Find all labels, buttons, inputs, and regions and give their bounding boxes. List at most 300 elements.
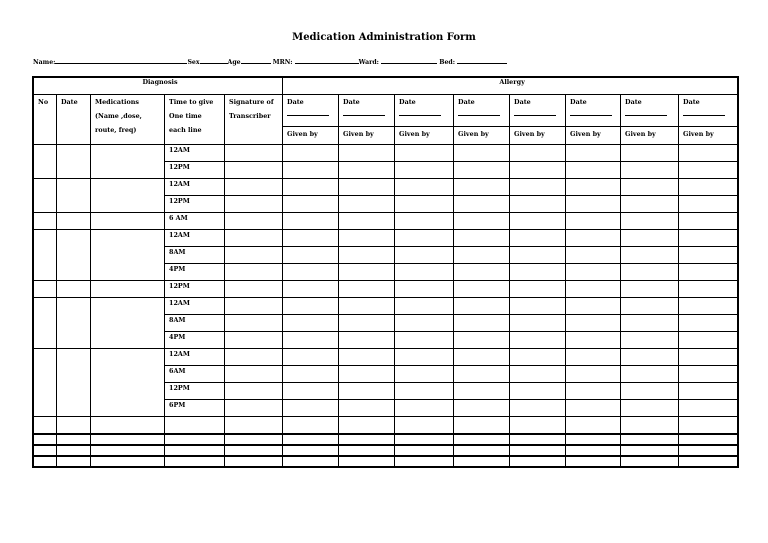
given-by-cell[interactable]: Given by	[339, 127, 395, 145]
administration-cell[interactable]	[283, 400, 339, 417]
administration-cell[interactable]	[395, 383, 454, 400]
administration-cell[interactable]	[566, 383, 621, 400]
administration-cell[interactable]	[621, 145, 679, 162]
blank-cell[interactable]	[283, 417, 339, 435]
allergy-label: Allergy	[499, 78, 525, 86]
date-blank	[458, 115, 500, 116]
administration-cell[interactable]	[566, 281, 621, 298]
administration-cell[interactable]	[621, 179, 679, 196]
administration-cell[interactable]	[283, 213, 339, 230]
blank-cell[interactable]	[225, 434, 283, 445]
col-no: No	[34, 95, 57, 145]
date-cell[interactable]	[57, 145, 91, 179]
administration-cell[interactable]	[283, 196, 339, 213]
signature-cell[interactable]	[225, 383, 283, 400]
administration-cell[interactable]	[621, 247, 679, 264]
given-by-cell[interactable]: Given by	[679, 127, 738, 145]
date-cell[interactable]	[57, 230, 91, 281]
no-cell[interactable]	[34, 145, 57, 179]
col-date: Date	[57, 95, 91, 145]
administration-cell[interactable]	[395, 298, 454, 315]
administration-cell[interactable]	[339, 162, 395, 179]
mrn-label: MRN:	[272, 59, 293, 66]
signature-cell[interactable]	[225, 264, 283, 281]
col-med-line-3: route, freq)	[95, 126, 137, 134]
blank-cell[interactable]	[679, 417, 738, 435]
administration-cell[interactable]	[510, 213, 566, 230]
administration-cell[interactable]	[566, 298, 621, 315]
no-cell[interactable]	[34, 179, 57, 213]
administration-cell[interactable]	[566, 366, 621, 383]
date-label: Date	[570, 98, 587, 106]
blank-cell[interactable]	[454, 417, 510, 435]
age-field[interactable]	[241, 57, 271, 64]
blank-cell[interactable]	[34, 445, 57, 456]
blank-cell[interactable]	[621, 445, 679, 456]
date-cell[interactable]	[57, 179, 91, 213]
signature-cell[interactable]	[225, 366, 283, 383]
blank-cell[interactable]	[510, 417, 566, 435]
medication-cell[interactable]	[91, 230, 165, 281]
administration-cell[interactable]	[510, 247, 566, 264]
administration-cell[interactable]	[339, 264, 395, 281]
blank-cell[interactable]	[91, 434, 165, 445]
given-by-cell[interactable]: Given by	[621, 127, 679, 145]
no-cell[interactable]	[34, 213, 57, 230]
blank-cell[interactable]	[57, 417, 91, 435]
date-cell[interactable]	[57, 213, 91, 230]
date-cell-4[interactable]	[454, 95, 510, 127]
blank-cell[interactable]	[679, 456, 738, 467]
blank-cell[interactable]	[91, 417, 165, 435]
date-blank	[287, 115, 329, 116]
administration-cell[interactable]	[395, 162, 454, 179]
administration-cell[interactable]	[679, 332, 738, 349]
administration-cell[interactable]	[566, 315, 621, 332]
signature-cell[interactable]	[225, 230, 283, 247]
name-label: Name:	[33, 59, 56, 66]
time-cell: 12AM	[165, 349, 225, 366]
administration-cell[interactable]	[510, 281, 566, 298]
administration-cell[interactable]	[395, 196, 454, 213]
administration-cell[interactable]	[339, 332, 395, 349]
blank-cell[interactable]	[395, 456, 454, 467]
time-cell: 12AM	[165, 298, 225, 315]
administration-cell[interactable]	[566, 349, 621, 366]
administration-cell[interactable]	[510, 298, 566, 315]
signature-cell[interactable]	[225, 162, 283, 179]
date-label: Date	[399, 98, 416, 106]
administration-cell[interactable]	[510, 196, 566, 213]
blank-cell[interactable]	[57, 434, 91, 445]
blank-cell[interactable]	[165, 434, 225, 445]
signature-cell[interactable]	[225, 179, 283, 196]
administration-cell[interactable]	[510, 179, 566, 196]
administration-cell[interactable]	[454, 196, 510, 213]
patient-header	[33, 57, 507, 66]
administration-cell[interactable]	[621, 400, 679, 417]
blank-row	[34, 456, 738, 467]
date-cell-6[interactable]	[566, 95, 621, 127]
administration-cell[interactable]	[454, 332, 510, 349]
time-cell: 12AM	[165, 145, 225, 162]
time-cell: 12AM	[165, 179, 225, 196]
blank-cell[interactable]	[34, 417, 57, 435]
administration-cell[interactable]	[510, 145, 566, 162]
medication-cell[interactable]	[91, 298, 165, 349]
no-cell[interactable]	[34, 349, 57, 417]
col-time-line-3: each line	[169, 126, 202, 134]
administration-cell[interactable]	[283, 349, 339, 366]
date-cell[interactable]	[57, 281, 91, 298]
blank-cell[interactable]	[510, 445, 566, 456]
medication-cell[interactable]	[91, 349, 165, 417]
administration-cell[interactable]	[566, 332, 621, 349]
administration-cell[interactable]	[510, 230, 566, 247]
date-cell-5[interactable]	[510, 95, 566, 127]
blank-cell[interactable]	[34, 434, 57, 445]
administration-cell[interactable]	[679, 230, 738, 247]
medication-rows	[34, 145, 738, 467]
date-cell[interactable]	[57, 298, 91, 349]
blank-cell[interactable]	[395, 434, 454, 445]
administration-cell[interactable]	[679, 264, 738, 281]
col-sig-line-1: Signature of	[229, 98, 274, 106]
administration-cell[interactable]	[339, 179, 395, 196]
given-by-cell[interactable]: Given by	[395, 127, 454, 145]
blank-cell[interactable]	[454, 445, 510, 456]
signature-cell[interactable]	[225, 281, 283, 298]
blank-cell[interactable]	[510, 434, 566, 445]
administration-cell[interactable]	[679, 213, 738, 230]
ward-label: Ward:	[358, 59, 379, 66]
administration-cell[interactable]	[679, 145, 738, 162]
administration-cell[interactable]	[283, 230, 339, 247]
administration-cell[interactable]	[339, 298, 395, 315]
date-cell-2[interactable]	[339, 95, 395, 127]
blank-cell[interactable]	[339, 417, 395, 435]
col-time-line-1: Time to give	[169, 98, 214, 106]
blank-cell[interactable]	[283, 456, 339, 467]
administration-cell[interactable]	[679, 349, 738, 366]
administration-cell[interactable]	[454, 366, 510, 383]
administration-cell[interactable]	[339, 196, 395, 213]
administration-cell[interactable]	[621, 298, 679, 315]
diagnosis-label: Diagnosis	[142, 78, 178, 86]
blank-cell[interactable]	[91, 445, 165, 456]
administration-cell[interactable]	[566, 264, 621, 281]
administration-cell[interactable]	[395, 400, 454, 417]
table-row	[34, 145, 738, 162]
blank-cell[interactable]	[283, 445, 339, 456]
blank-cell[interactable]	[34, 456, 57, 467]
blank-row	[34, 417, 738, 435]
administration-cell[interactable]	[339, 281, 395, 298]
administration-cell[interactable]	[510, 383, 566, 400]
administration-cell[interactable]	[621, 349, 679, 366]
signature-cell[interactable]	[225, 145, 283, 162]
blank-cell[interactable]	[566, 434, 621, 445]
col-time-line-2: One time	[169, 112, 202, 120]
sex-field[interactable]	[200, 57, 228, 64]
signature-cell[interactable]	[225, 298, 283, 315]
administration-cell[interactable]	[510, 264, 566, 281]
signature-cell[interactable]	[225, 196, 283, 213]
administration-cell[interactable]	[510, 400, 566, 417]
table-row	[34, 213, 738, 230]
date-blank	[343, 115, 385, 116]
administration-cell[interactable]	[395, 349, 454, 366]
diagnosis-cell[interactable]	[34, 78, 283, 95]
administration-cell[interactable]	[454, 247, 510, 264]
administration-cell[interactable]	[454, 349, 510, 366]
administration-cell[interactable]	[395, 332, 454, 349]
administration-cell[interactable]	[283, 247, 339, 264]
time-cell: 12AM	[165, 230, 225, 247]
blank-cell[interactable]	[225, 445, 283, 456]
time-cell: 6 AM	[165, 213, 225, 230]
sex-label: Sex	[187, 59, 200, 66]
col-med-line-2: (Name ,dose,	[95, 112, 142, 120]
administration-cell[interactable]	[679, 162, 738, 179]
mrn-field[interactable]	[295, 57, 359, 64]
blank-cell[interactable]	[395, 417, 454, 435]
signature-cell[interactable]	[225, 332, 283, 349]
date-cell-3[interactable]	[395, 95, 454, 127]
blank-cell[interactable]	[57, 445, 91, 456]
signature-cell[interactable]	[225, 315, 283, 332]
form-title: Medication Administration Form	[292, 32, 476, 43]
date-blank	[514, 115, 556, 116]
time-cell: 12PM	[165, 162, 225, 179]
no-cell[interactable]	[34, 230, 57, 281]
signature-cell[interactable]	[225, 400, 283, 417]
blank-cell[interactable]	[510, 456, 566, 467]
table-row	[34, 298, 738, 315]
date-cell-1[interactable]	[283, 95, 339, 127]
administration-cell[interactable]	[283, 281, 339, 298]
administration-cell[interactable]	[679, 315, 738, 332]
administration-cell[interactable]	[395, 230, 454, 247]
administration-cell[interactable]	[679, 366, 738, 383]
administration-cell[interactable]	[566, 145, 621, 162]
date-blank	[625, 115, 667, 116]
administration-cell[interactable]	[454, 230, 510, 247]
administration-cell[interactable]	[339, 349, 395, 366]
col-medications	[91, 95, 165, 145]
administration-cell[interactable]	[566, 162, 621, 179]
date-label: Date	[514, 98, 531, 106]
ward-field[interactable]	[381, 57, 437, 64]
administration-cell[interactable]	[510, 315, 566, 332]
administration-cell[interactable]	[395, 145, 454, 162]
administration-cell[interactable]	[454, 162, 510, 179]
date-cell[interactable]	[57, 349, 91, 417]
no-cell[interactable]	[34, 281, 57, 298]
administration-cell[interactable]	[621, 264, 679, 281]
administration-cell[interactable]	[621, 196, 679, 213]
administration-cell[interactable]	[510, 162, 566, 179]
date-label: Date	[343, 98, 360, 106]
administration-cell[interactable]	[679, 179, 738, 196]
date-blank	[683, 115, 725, 116]
blank-cell[interactable]	[395, 445, 454, 456]
date-cell-8[interactable]	[679, 95, 738, 127]
blank-cell[interactable]	[339, 434, 395, 445]
administration-cell[interactable]	[395, 247, 454, 264]
administration-cell[interactable]	[283, 383, 339, 400]
administration-cell[interactable]	[454, 298, 510, 315]
name-field[interactable]	[55, 57, 187, 64]
blank-cell[interactable]	[621, 456, 679, 467]
administration-cell[interactable]	[454, 264, 510, 281]
administration-cell[interactable]	[283, 179, 339, 196]
administration-cell[interactable]	[679, 247, 738, 264]
blank-cell[interactable]	[454, 434, 510, 445]
blank-cell[interactable]	[679, 434, 738, 445]
col-med-line-1: Medications	[95, 98, 139, 106]
administration-cell[interactable]	[566, 400, 621, 417]
administration-cell[interactable]	[454, 179, 510, 196]
signature-cell[interactable]	[225, 349, 283, 366]
blank-cell[interactable]	[165, 445, 225, 456]
blank-cell[interactable]	[339, 456, 395, 467]
blank-cell[interactable]	[621, 434, 679, 445]
blank-cell[interactable]	[165, 417, 225, 435]
given-by-cell[interactable]: Given by	[510, 127, 566, 145]
administration-cell[interactable]	[339, 400, 395, 417]
signature-cell[interactable]	[225, 247, 283, 264]
blank-cell[interactable]	[566, 456, 621, 467]
given-by-cell[interactable]: Given by	[566, 127, 621, 145]
administration-cell[interactable]	[454, 400, 510, 417]
administration-cell[interactable]	[339, 213, 395, 230]
blank-cell[interactable]	[283, 434, 339, 445]
blank-cell[interactable]	[566, 445, 621, 456]
blank-cell[interactable]	[339, 445, 395, 456]
given-by-cell[interactable]: Given by	[283, 127, 339, 145]
time-cell: 4PM	[165, 264, 225, 281]
col-sig-line-2: Transcriber	[229, 112, 271, 120]
administration-cell[interactable]	[395, 179, 454, 196]
date-blank	[570, 115, 612, 116]
administration-cell[interactable]	[679, 196, 738, 213]
medication-cell[interactable]	[91, 213, 165, 230]
no-cell[interactable]	[34, 298, 57, 349]
date-label: Date	[458, 98, 475, 106]
medication-cell[interactable]	[91, 281, 165, 298]
bed-field[interactable]	[457, 57, 507, 64]
time-cell: 8AM	[165, 247, 225, 264]
administration-cell[interactable]	[339, 247, 395, 264]
administration-cell[interactable]	[621, 213, 679, 230]
administration-cell[interactable]	[566, 196, 621, 213]
administration-cell[interactable]	[395, 264, 454, 281]
blank-row	[34, 434, 738, 445]
administration-cell[interactable]	[283, 366, 339, 383]
administration-cell[interactable]	[510, 332, 566, 349]
administration-cell[interactable]	[621, 315, 679, 332]
table-row	[34, 349, 738, 366]
time-cell: 4PM	[165, 332, 225, 349]
administration-cell[interactable]	[621, 383, 679, 400]
administration-cell[interactable]	[454, 213, 510, 230]
col-time-to-give	[165, 95, 225, 145]
blank-cell[interactable]	[91, 456, 165, 467]
administration-cell[interactable]	[283, 264, 339, 281]
medication-cell[interactable]	[91, 179, 165, 213]
administration-cell[interactable]	[510, 366, 566, 383]
administration-cell[interactable]	[621, 162, 679, 179]
table-row	[34, 179, 738, 196]
administration-cell[interactable]	[454, 315, 510, 332]
administration-cell[interactable]	[621, 366, 679, 383]
administration-cell[interactable]	[566, 247, 621, 264]
blank-cell[interactable]	[165, 456, 225, 467]
blank-cell[interactable]	[566, 417, 621, 435]
time-cell: 12PM	[165, 196, 225, 213]
administration-cell[interactable]	[679, 281, 738, 298]
administration-cell[interactable]	[395, 281, 454, 298]
blank-cell[interactable]	[454, 456, 510, 467]
age-label: Age	[227, 59, 241, 66]
administration-cell[interactable]	[621, 332, 679, 349]
time-cell: 8AM	[165, 315, 225, 332]
blank-cell[interactable]	[225, 456, 283, 467]
administration-cell[interactable]	[566, 213, 621, 230]
blank-cell[interactable]	[679, 445, 738, 456]
administration-cell[interactable]	[283, 298, 339, 315]
administration-cell[interactable]	[339, 383, 395, 400]
blank-cell[interactable]	[621, 417, 679, 435]
administration-cell[interactable]	[454, 281, 510, 298]
table-row	[34, 230, 738, 247]
administration-cell[interactable]	[454, 145, 510, 162]
administration-cell[interactable]	[283, 162, 339, 179]
administration-cell[interactable]	[395, 366, 454, 383]
administration-cell[interactable]	[395, 315, 454, 332]
administration-cell[interactable]	[395, 213, 454, 230]
administration-cell[interactable]	[679, 400, 738, 417]
administration-cell[interactable]	[283, 332, 339, 349]
given-by-cell[interactable]: Given by	[454, 127, 510, 145]
time-cell: 12PM	[165, 281, 225, 298]
administration-cell[interactable]	[339, 366, 395, 383]
allergy-cell[interactable]	[283, 78, 738, 95]
signature-cell[interactable]	[225, 213, 283, 230]
administration-cell[interactable]	[339, 145, 395, 162]
blank-cell[interactable]	[57, 456, 91, 467]
administration-cell[interactable]	[679, 298, 738, 315]
administration-cell[interactable]	[679, 383, 738, 400]
administration-cell[interactable]	[283, 315, 339, 332]
date-cell-7[interactable]	[621, 95, 679, 127]
administration-cell[interactable]	[621, 230, 679, 247]
administration-cell[interactable]	[339, 315, 395, 332]
administration-cell[interactable]	[621, 281, 679, 298]
bed-label: Bed:	[439, 59, 456, 66]
medication-table	[33, 77, 738, 467]
administration-cell[interactable]	[566, 179, 621, 196]
blank-row	[34, 445, 738, 456]
blank-cell[interactable]	[225, 417, 283, 435]
administration-cell[interactable]	[566, 230, 621, 247]
administration-cell[interactable]	[283, 145, 339, 162]
medication-cell[interactable]	[91, 145, 165, 179]
administration-cell[interactable]	[454, 383, 510, 400]
administration-cell[interactable]	[510, 349, 566, 366]
administration-cell[interactable]	[339, 230, 395, 247]
